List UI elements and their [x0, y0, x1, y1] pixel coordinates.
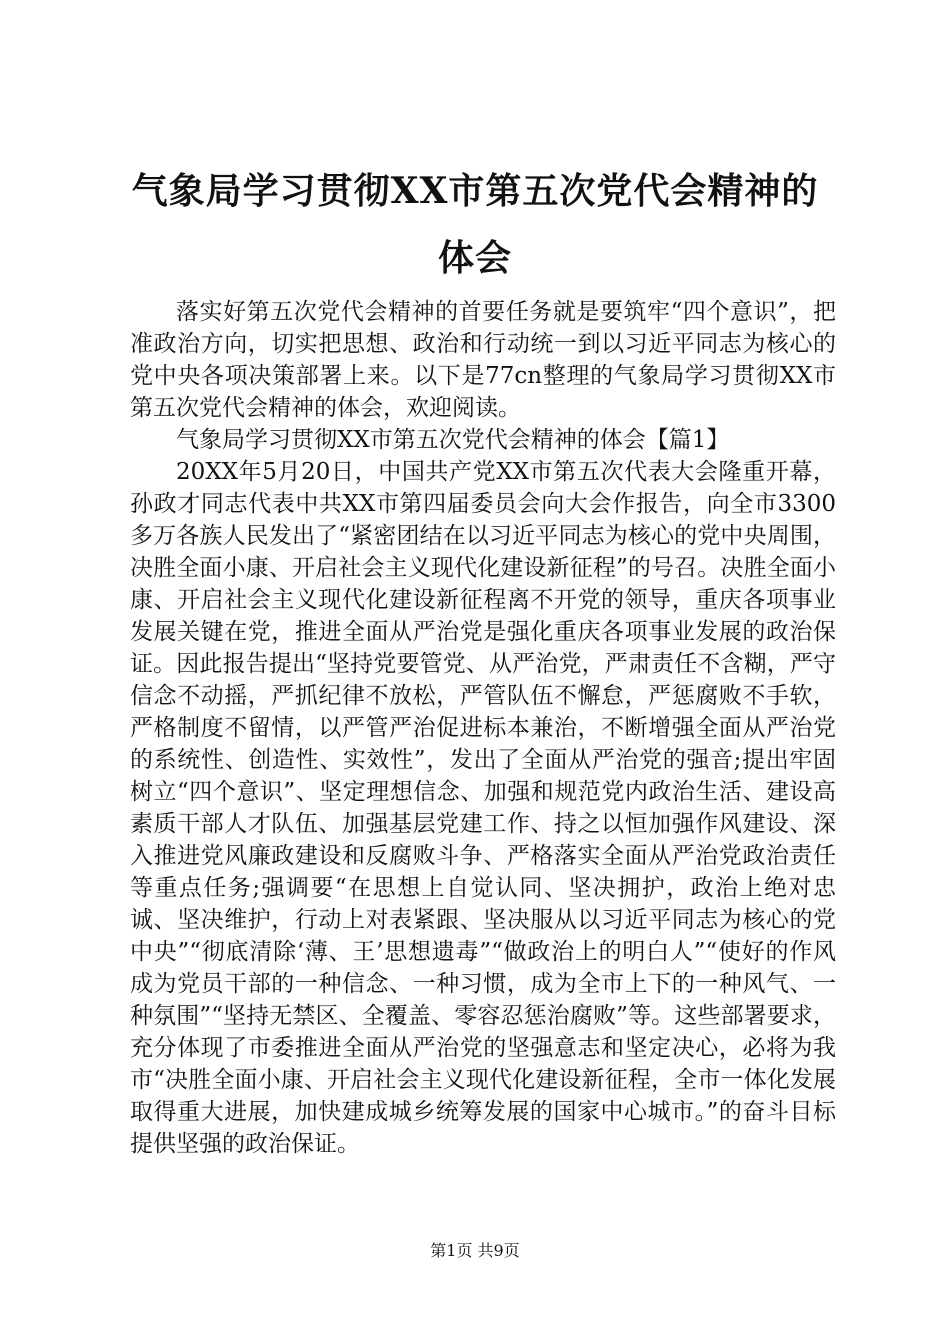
section-heading: 气象局学习贯彻XX市第五次党代会精神的体会【篇1】 [176, 427, 730, 453]
body-paragraph: 20XX年5月20日，中国共产党XX市第五次代表大会隆重开幕，孙政才同志代表中共XX市第四届委员会向大会作报告，向全市3300多万各族人民发出了“紧密团结在以习近平同志为核心的党中央周围，决胜全面小康、开启社会主义现代化建设新征程”的号召。决胜全面小康、开启社会主义现代化建设新征程离不开党的领导，重庆各项事业发展关键在党，推进全面从严治党是强化重庆各项事业发展的政治保证。因此报告提出“坚持党要管党、从严治党，严肃责任不含糊，严守信念不动摇，严抓纪律不放松，严管队伍不懈怠，严惩腐败不手软，严格制度不留情，以严管严治促进标本兼治，不断增强全面从严治党的系统性、创造性、实效性”，发出了全面从严治党的强音;提出牢固树立“四个意识”、坚定理想信念、加强和规范党内政治生活、建设高素质干部人才队伍、加强基层党建工作、持之以恒加强作风建设、深入推进党风廉政建设和反腐败斗争、严格落实全面从严治党政治责任等重点任务;强调要“在思想上自觉认同、坚决拥护，政治上绝对忠诚、坚决维护，行动上对表紧跟、坚决服从以习近平同志为核心的党中央”“彻底清除‘薄、王’思想遗毒”“做政治上的明白人”“使好的作风成为党员干部的一种信念、一种习惯，成为全市上下的一种风气、一种氛围”“坚持无禁区、全覆盖、零容忍惩治腐败”等。这些部署要求，充分体现了市委推进全面从严治党的坚强意志和坚定决心，必将为我市“决胜全面小康、开启社会主义现代化建设新征程，全市一体化发展取得重大进展，加快建成城乡统筹发展的国家中心城市。”的奋斗目标提供坚强的政治保证。 [130, 459, 836, 1157]
document-body [130, 296, 836, 1160]
document-title: 气象局学习贯彻XX市第五次党代会精神的体会 [131, 170, 819, 279]
intro-paragraph: 落实好第五次党代会精神的首要任务就是要筑牢“四个意识”，把准政治方向，切实把思想、政治和行动统一到以习近平同志为核心的党中央各项决策部署上来。以下是77cn整理的气象局学习贯彻XX市第五次党代会精神的体会，欢迎阅读。 [130, 299, 836, 421]
page-number-footer: 第1页 共9页 [430, 1241, 520, 1260]
